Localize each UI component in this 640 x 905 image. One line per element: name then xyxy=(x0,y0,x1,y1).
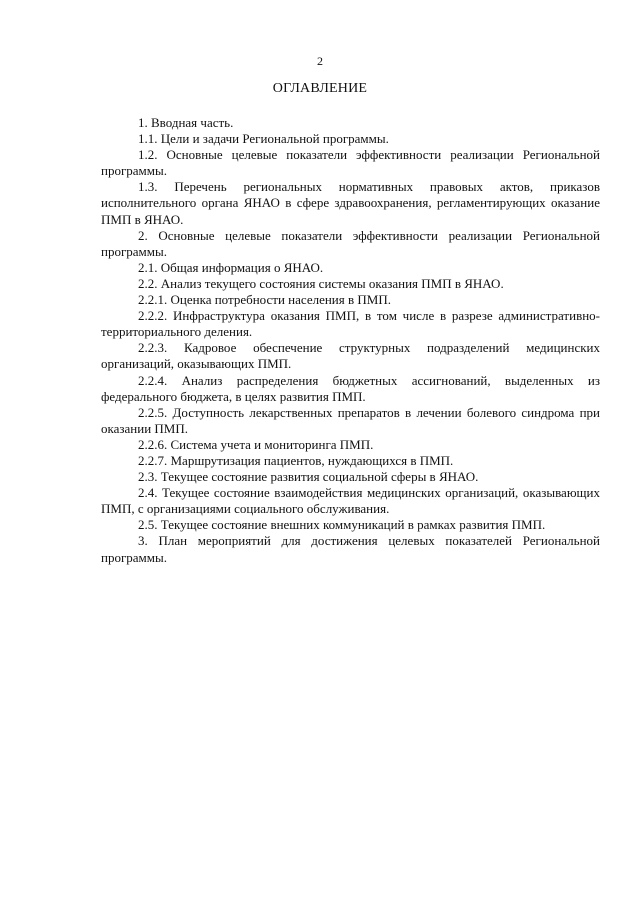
toc-entry-2-2-1: 2.2.1. Оценка потребности населения в ПМП. xyxy=(138,292,391,308)
toc-entry-2-5: 2.5. Текущее состояние внешних коммуникаций в рамках развития ПМП. xyxy=(138,517,546,533)
toc-entry-2-2-5: 2.2.5. Доступность лекарственных препаратов в лечении болевого синдрома при оказании ПМП. xyxy=(101,404,600,436)
toc-entry-3: 3. План мероприятий для достижения целевых показателей Региональной программы. xyxy=(101,533,600,565)
toc-entry-2-2-7: 2.2.7. Маршрутизация пациентов, нуждающихся в ПМП. xyxy=(138,452,454,468)
toc-entry-2-2-6: 2.2.6. Система учета и мониторинга ПМП. xyxy=(138,436,374,452)
toc-entry-2-4: 2.4. Текущее состояние взаимодействия медицинских организаций, оказывающих ПМП, с организациями социального обслуживания. xyxy=(101,485,600,517)
toc-entry-1-3: 1.3. Перечень региональных нормативных правовых актов, приказов исполнительного органа ЯНАО в сфере здравоохранения, регламентирующих оказание ПМП в ЯНАО. xyxy=(101,179,600,227)
toc-title: ОГЛАВЛЕНИЕ xyxy=(272,81,368,96)
page-number: 2 xyxy=(317,54,323,68)
toc-entry-2-2-2: 2.2.2. Инфраструктура оказания ПМП, в том числе в разрезе административно-территориального деления. xyxy=(101,308,600,340)
toc-entry-2-2-4: 2.2.4. Анализ распределения бюджетных ассигнований, выделенных из федерального бюджета, в целях развития ПМП. xyxy=(101,372,600,404)
toc-entry-1: 1. Вводная часть. xyxy=(138,115,234,130)
toc-entry-2-3: 2.3. Текущее состояние развития социальной сферы в ЯНАО. xyxy=(138,469,479,485)
toc-entry-1-2: 1.2. Основные целевые показатели эффективности реализации Региональной программы. xyxy=(101,147,600,179)
toc-entry-2: 2. Основные целевые показатели эффективности реализации Региональной программы. xyxy=(101,227,600,259)
table-of-contents xyxy=(101,115,600,566)
toc-entry-2-1: 2.1. Общая информация о ЯНАО. xyxy=(138,259,324,275)
toc-entry-2-2: 2.2. Анализ текущего состояния системы оказания ПМП в ЯНАО. xyxy=(138,275,504,291)
toc-entry-2-2-3: 2.2.3. Кадровое обеспечение структурных подразделений медицинских организаций, оказывающих ПМП. xyxy=(101,340,600,372)
toc-entry-1-1: 1.1. Цели и задачи Региональной программы. xyxy=(138,131,389,147)
